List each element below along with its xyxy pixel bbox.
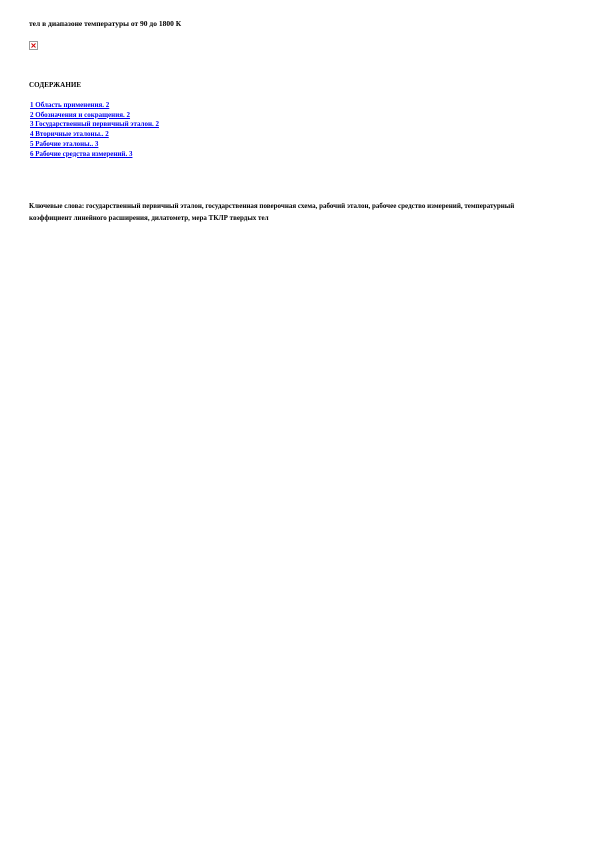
keywords-paragraph: Ключевые слова: государственный первичный эталон, государственная поверочная схема, рабочий эталон, рабочее средство измерений, температурный коэффициент линейного расширения, дилатометр, мера ТКЛР твердых тел [29, 202, 515, 222]
broken-image-icon [29, 41, 38, 50]
toc-item [30, 101, 159, 111]
broken-image-x-icon [31, 43, 36, 48]
toc-item [30, 111, 159, 121]
toc-link-2[interactable]: 2 Обозначения и сокращения. 2 [30, 110, 131, 119]
toc-item [30, 130, 159, 140]
toc-link-1[interactable]: 1 Область применения. 2 [30, 101, 110, 109]
toc-link-5[interactable]: 5 Рабочие эталоны.. 3 [30, 139, 99, 148]
toc-heading: СОДЕРЖАНИЕ [29, 81, 82, 89]
toc-list [30, 101, 159, 159]
document-top-line: тел в диапазоне температуры от 90 до 1800 К [29, 19, 182, 28]
toc-item [30, 150, 159, 160]
toc-item [30, 140, 159, 150]
toc-item [30, 120, 159, 130]
toc-link-4[interactable]: 4 Вторичные эталоны.. 2 [30, 130, 109, 139]
toc-link-3[interactable]: 3 Государственный первичный эталон. 2 [30, 120, 159, 129]
toc-link-6[interactable]: 6 Рабочие средства измерений. 3 [30, 149, 133, 158]
